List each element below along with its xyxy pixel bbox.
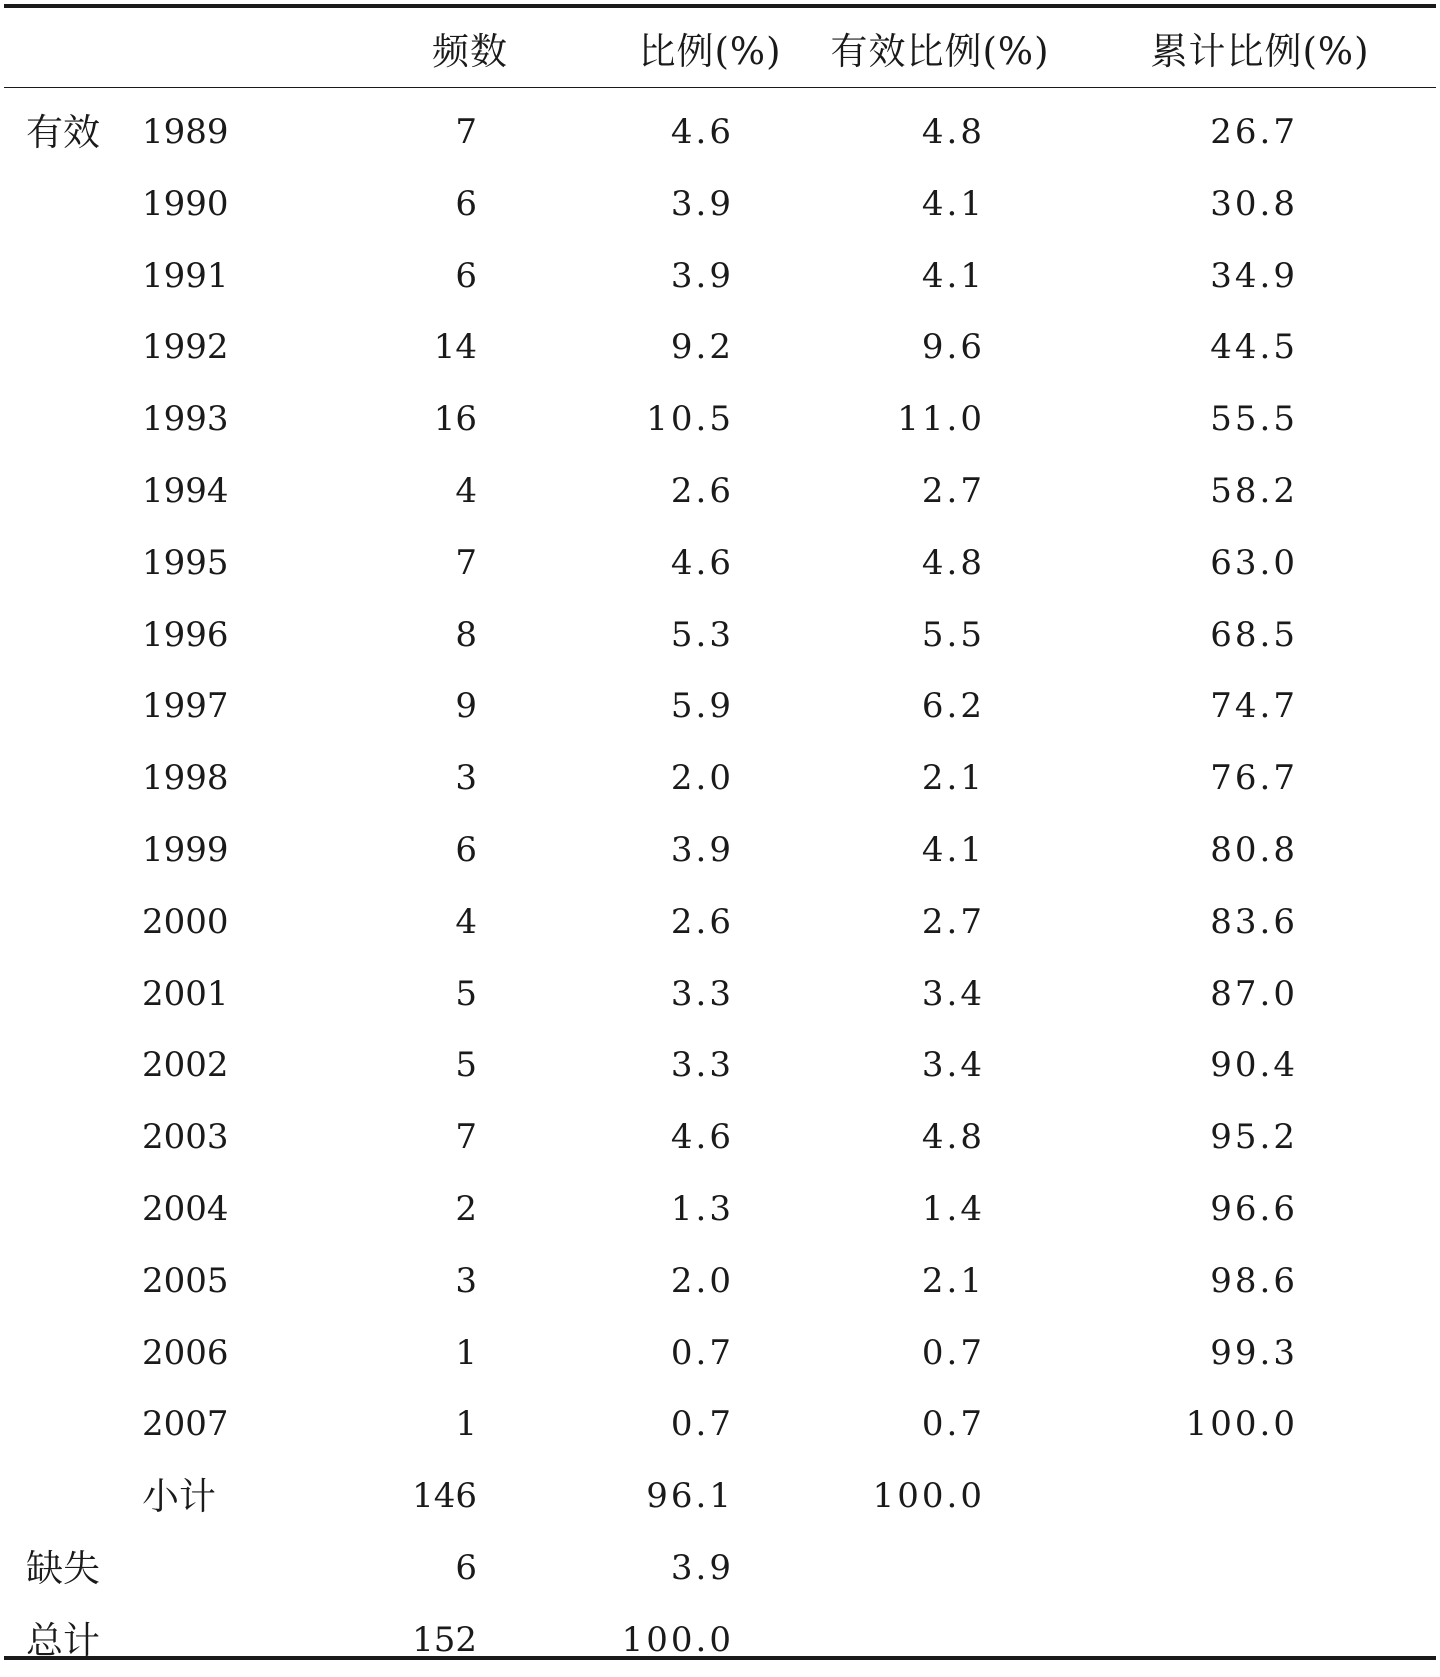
row-frequency: 7 [455,1117,477,1158]
row-valid-percent: 4.1 [921,183,985,224]
row-percent: 3.9 [670,829,734,870]
table-row [0,1246,1440,1318]
row-year: 2003 [142,1117,229,1158]
row-percent: 9.2 [670,327,734,368]
row-cumulative-percent: 68.5 [1210,614,1298,655]
table-row [0,1318,1440,1390]
header-percent: 比例(%) [638,30,782,73]
row-valid-percent [750,1533,985,1605]
table-header-rule [4,87,1436,88]
row-year: 2006 [142,1332,229,1373]
row-valid-percent: 2.1 [921,1260,985,1301]
row-group-label [26,1461,146,1533]
row-cumulative-percent [1050,1605,1298,1677]
row-year: 1995 [142,542,229,583]
row-cumulative-percent: 74.7 [1210,686,1298,727]
row-year [142,1605,302,1677]
row-cumulative-percent: 80.8 [1210,829,1298,870]
row-percent: 0.7 [670,1404,734,1445]
row-cumulative-percent: 90.4 [1210,1045,1298,1086]
row-frequency: 6 [455,183,477,224]
row-frequency: 6 [455,1547,477,1588]
table-row [0,1030,1440,1102]
row-cumulative-percent: 99.3 [1210,1332,1298,1373]
row-frequency: 16 [433,399,477,440]
row-valid-percent: 0.7 [921,1404,985,1445]
row-cumulative-percent: 95.2 [1210,1117,1298,1158]
row-percent: 3.9 [670,255,734,296]
row-cumulative-percent: 83.6 [1210,901,1298,942]
row-valid-percent: 2.7 [921,470,985,511]
row-cumulative-percent: 55.5 [1210,399,1298,440]
row-frequency: 3 [455,1260,477,1301]
row-frequency: 7 [455,542,477,583]
row-year: 1991 [142,255,229,296]
row-valid-percent: 4.8 [921,542,985,583]
table-row [0,1102,1440,1174]
row-frequency: 5 [455,973,477,1014]
header-frequency: 频数 [432,30,508,73]
row-group-label [26,671,146,743]
row-group-label: 总计 [26,1618,100,1662]
row-frequency: 6 [455,829,477,870]
row-frequency: 152 [412,1619,477,1660]
row-percent: 10.5 [646,399,734,440]
row-year: 1993 [142,399,229,440]
row-percent: 4.6 [670,542,734,583]
row-percent: 0.7 [670,1332,734,1373]
row-valid-percent: 11.0 [897,399,985,440]
row-year [142,1533,302,1605]
row-cumulative-percent: 58.2 [1210,470,1298,511]
row-cumulative-percent: 100.0 [1185,1404,1298,1445]
row-group-label: 有效 [26,111,100,154]
row-frequency: 3 [455,758,477,799]
row-cumulative-percent: 87.0 [1210,973,1298,1014]
row-percent: 3.9 [670,1547,734,1588]
row-year: 2000 [142,901,229,942]
row-percent: 2.0 [670,1260,734,1301]
table-row [0,97,1440,169]
row-percent: 1.3 [670,1188,734,1229]
row-valid-percent: 4.1 [921,829,985,870]
row-percent: 3.3 [670,1045,734,1086]
row-valid-percent: 2.1 [921,758,985,799]
table-row [0,312,1440,384]
row-group-label [26,1102,146,1174]
row-year: 1996 [142,614,229,655]
table-row [0,528,1440,600]
row-group-label [26,1246,146,1318]
row-group-label [26,1389,146,1461]
row-year: 1992 [142,327,229,368]
row-group-label [26,1174,146,1246]
row-cumulative-percent: 34.9 [1210,255,1298,296]
row-cumulative-percent [1050,1461,1298,1533]
row-frequency: 1 [455,1332,477,1373]
row-percent: 96.1 [646,1476,734,1517]
row-year: 1998 [142,758,229,799]
row-frequency: 7 [455,112,477,152]
row-percent: 4.6 [670,112,734,152]
table-row [0,600,1440,672]
table-bottom-rule [4,1656,1436,1660]
row-percent: 2.6 [670,470,734,511]
row-group-label [26,815,146,887]
row-cumulative-percent [1050,1533,1298,1605]
row-percent: 5.9 [670,686,734,727]
row-percent: 100.0 [621,1619,734,1660]
row-valid-percent: 4.8 [921,1117,985,1158]
row-cumulative-percent: 26.7 [1210,112,1298,152]
row-frequency: 1 [455,1404,477,1445]
row-valid-percent: 5.5 [921,614,985,655]
row-year: 1989 [142,112,229,152]
table-row [0,815,1440,887]
row-group-label [26,959,146,1031]
row-percent: 3.9 [670,183,734,224]
header-valid-percent: 有效比例(%) [830,30,1050,73]
row-group-label [26,1030,146,1102]
table-row [0,456,1440,528]
row-cumulative-percent: 44.5 [1210,327,1298,368]
row-percent: 2.6 [670,901,734,942]
row-year: 1994 [142,470,229,511]
row-frequency: 2 [455,1188,477,1229]
table-row [0,1605,1440,1677]
table-row [0,1389,1440,1461]
row-cumulative-percent: 98.6 [1210,1260,1298,1301]
row-group-label [26,743,146,815]
row-frequency: 4 [455,901,477,942]
row-year: 1997 [142,686,229,727]
table-row [0,887,1440,959]
row-group-label [26,456,146,528]
table-top-rule [4,4,1436,8]
row-valid-percent: 4.8 [921,112,985,152]
row-year: 小计 [142,1475,216,1519]
row-frequency: 6 [455,255,477,296]
row-percent: 2.0 [670,758,734,799]
table-row [0,743,1440,815]
table-row [0,1174,1440,1246]
table-row [0,241,1440,313]
row-frequency: 8 [455,614,477,655]
row-valid-percent: 4.1 [921,255,985,296]
table-row [0,1461,1440,1533]
row-year: 2004 [142,1188,229,1229]
table-row [0,169,1440,241]
row-group-label: 缺失 [26,1546,100,1590]
row-valid-percent: 100.0 [872,1476,985,1517]
row-valid-percent: 0.7 [921,1332,985,1373]
row-cumulative-percent: 76.7 [1210,758,1298,799]
row-percent: 3.3 [670,973,734,1014]
row-year: 2002 [142,1045,229,1086]
row-frequency: 5 [455,1045,477,1086]
row-group-label [26,1318,146,1390]
row-percent: 4.6 [670,1117,734,1158]
row-valid-percent [750,1605,985,1677]
table-body [0,97,1440,1677]
row-cumulative-percent: 30.8 [1210,183,1298,224]
row-year: 2001 [142,973,229,1014]
row-group-label [26,312,146,384]
row-year: 2005 [142,1260,229,1301]
row-cumulative-percent: 96.6 [1210,1188,1298,1229]
row-group-label [26,887,146,959]
row-group-label [26,528,146,600]
header-cumulative-percent: 累计比例(%) [1150,30,1370,73]
row-year: 2007 [142,1404,229,1445]
row-valid-percent: 3.4 [921,973,985,1014]
row-valid-percent: 1.4 [921,1188,985,1229]
row-group-label [26,384,146,456]
row-cumulative-percent: 63.0 [1210,542,1298,583]
table-row [0,1533,1440,1605]
row-year: 1990 [142,183,229,224]
row-frequency: 14 [433,327,477,368]
table-row [0,671,1440,743]
row-frequency: 9 [455,686,477,727]
table-row [0,384,1440,456]
row-group-label [26,600,146,672]
row-percent: 5.3 [670,614,734,655]
row-group-label [26,241,146,313]
row-valid-percent: 6.2 [921,686,985,727]
row-frequency: 4 [455,470,477,511]
table-row [0,959,1440,1031]
row-valid-percent: 9.6 [921,327,985,368]
row-group-label [26,169,146,241]
row-valid-percent: 2.7 [921,901,985,942]
row-year: 1999 [142,829,229,870]
row-frequency: 146 [412,1476,477,1517]
row-valid-percent: 3.4 [921,1045,985,1086]
